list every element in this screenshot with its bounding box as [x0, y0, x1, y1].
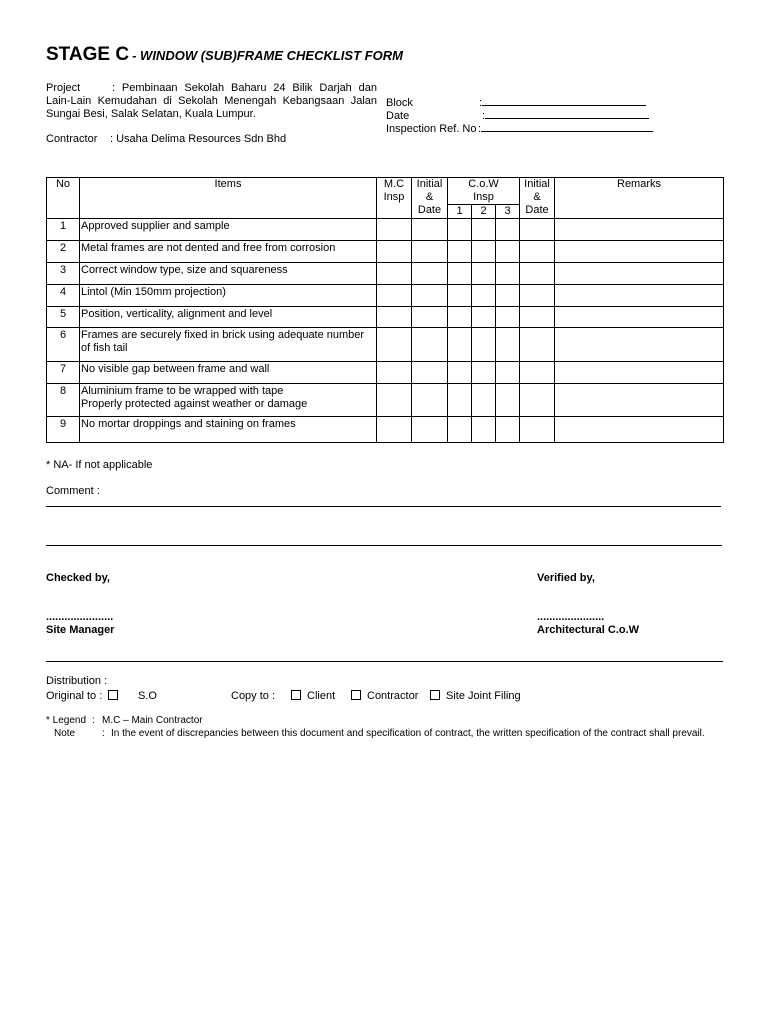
- mc-insp-cell[interactable]: [377, 417, 412, 443]
- initial-date-2-cell[interactable]: [520, 285, 555, 307]
- block-label: Block: [386, 97, 413, 109]
- cow-3-cell[interactable]: [496, 328, 520, 362]
- table-row: 5 Position, verticality, alignment and level: [47, 307, 724, 328]
- cow-2-cell[interactable]: [472, 417, 496, 443]
- mc-insp-cell[interactable]: [377, 328, 412, 362]
- cow-2-cell[interactable]: [472, 241, 496, 263]
- header-remarks: Remarks: [555, 178, 724, 219]
- mc-insp-cell[interactable]: [377, 384, 412, 417]
- cow-3-cell[interactable]: [496, 362, 520, 384]
- remarks-cell[interactable]: [555, 241, 724, 263]
- cow-3-cell[interactable]: [496, 219, 520, 241]
- client-option[interactable]: Client: [291, 690, 335, 702]
- cow-2-cell[interactable]: [472, 219, 496, 241]
- cow-3-cell[interactable]: [496, 241, 520, 263]
- cow-2-cell[interactable]: [472, 362, 496, 384]
- verified-signature-line[interactable]: ......................: [537, 611, 605, 623]
- table-row: 4 Lintol (Min 150mm projection): [47, 285, 724, 307]
- so-option[interactable]: S.O: [108, 690, 157, 702]
- initial-date-cell[interactable]: [412, 219, 448, 241]
- header-no: No: [47, 178, 80, 219]
- mc-insp-cell[interactable]: [377, 362, 412, 384]
- initial-date-cell[interactable]: [412, 285, 448, 307]
- checklist-table: [46, 177, 724, 443]
- project-label: Project: [46, 82, 81, 94]
- cow-2-cell[interactable]: [472, 384, 496, 417]
- table-row: 7 No visible gap between frame and wall: [47, 362, 724, 384]
- form-subtitle: - WINDOW (SUB)FRAME CHECKLIST FORM: [132, 48, 403, 63]
- cow-1-cell[interactable]: [448, 417, 472, 443]
- comment-line-1[interactable]: [46, 506, 721, 507]
- header-cow-2: 2: [472, 205, 496, 219]
- inspection-ref-field: Inspection Ref. No :: [386, 121, 653, 135]
- mc-insp-cell[interactable]: [377, 219, 412, 241]
- site-manager-label: Site Manager: [46, 624, 115, 636]
- contractor-field: [46, 133, 286, 145]
- header-cow-1: 1: [448, 205, 472, 219]
- cow-3-cell[interactable]: [496, 285, 520, 307]
- mc-insp-cell[interactable]: [377, 285, 412, 307]
- comment-line-2[interactable]: [46, 545, 722, 546]
- cow-3-cell[interactable]: [496, 263, 520, 285]
- stage-label: STAGE C: [46, 44, 130, 65]
- cow-1-cell[interactable]: [448, 241, 472, 263]
- initial-date-2-cell[interactable]: [520, 219, 555, 241]
- initial-date-cell[interactable]: [412, 263, 448, 285]
- cow-1-cell[interactable]: [448, 362, 472, 384]
- remarks-cell[interactable]: [555, 384, 724, 417]
- contractor-label: Contractor: [46, 133, 98, 145]
- header-initial-date-2: Initial & Date: [520, 178, 555, 219]
- cow-1-cell[interactable]: [448, 285, 472, 307]
- mc-insp-cell[interactable]: [377, 307, 412, 328]
- remarks-cell[interactable]: [555, 328, 724, 362]
- na-note: * NA- If not applicable: [46, 459, 153, 471]
- date-input[interactable]: [485, 108, 649, 119]
- cow-1-cell[interactable]: [448, 263, 472, 285]
- contractor-option[interactable]: Contractor: [351, 690, 418, 702]
- table-row: 8 Aluminium frame to be wrapped with tape Properly protected against weather or damage: [47, 384, 724, 417]
- header-mc-insp: M.C Insp: [377, 178, 412, 219]
- table-row: 6 Frames are securely fixed in brick using adequate number of fish tail: [47, 328, 724, 362]
- remarks-cell[interactable]: [555, 417, 724, 443]
- checked-signature-line[interactable]: ......................: [46, 611, 114, 623]
- initial-date-2-cell[interactable]: [520, 263, 555, 285]
- table-row: 2 Metal frames are not dented and free from corrosion: [47, 241, 724, 263]
- page-title: [46, 44, 403, 66]
- initial-date-cell[interactable]: [412, 328, 448, 362]
- original-to-label: Original to :: [46, 690, 103, 702]
- header-cow-insp: C.o.W Insp: [448, 178, 520, 205]
- initial-date-2-cell[interactable]: [520, 384, 555, 417]
- contractor-value: : Usaha Delima Resources Sdn Bhd: [110, 133, 287, 145]
- project-value: : Pembinaan Sekolah Baharu 24 Bilik Darjah dan Lain-Lain Kemudahan di Sekolah Menengah Kebangsaan Jalan Sungai Besi, Salak Selatan, Kuala Lumpur.: [46, 82, 377, 120]
- site-joint-filing-option[interactable]: Site Joint Filing: [430, 690, 521, 702]
- checkbox-icon[interactable]: [430, 690, 440, 700]
- cow-3-cell[interactable]: [496, 307, 520, 328]
- cow-3-cell[interactable]: [496, 417, 520, 443]
- initial-date-cell[interactable]: [412, 417, 448, 443]
- initial-date-2-cell[interactable]: [520, 328, 555, 362]
- checked-by-label: Checked by,: [46, 572, 110, 584]
- initial-date-2-cell[interactable]: [520, 362, 555, 384]
- initial-date-cell[interactable]: [412, 384, 448, 417]
- initial-date-2-cell[interactable]: [520, 417, 555, 443]
- cow-1-cell[interactable]: [448, 384, 472, 417]
- initial-date-cell[interactable]: [412, 362, 448, 384]
- table-row: 1 Approved supplier and sample: [47, 219, 724, 241]
- inspection-ref-input[interactable]: [481, 121, 653, 132]
- divider: [46, 661, 723, 662]
- table-row: 3 Correct window type, size and squareness: [47, 263, 724, 285]
- mc-insp-cell[interactable]: [377, 241, 412, 263]
- copy-to-label: Copy to :: [231, 690, 276, 702]
- checkbox-icon[interactable]: [351, 690, 361, 700]
- table-row: 9 No mortar droppings and staining on frames: [47, 417, 724, 443]
- block-field: Block :: [386, 95, 646, 109]
- mc-insp-cell[interactable]: [377, 263, 412, 285]
- note-line: Note : In the event of discrepancies between this document and specification of contract, the written specification of the contract shall prevail.: [54, 728, 705, 739]
- header-items: Items: [80, 178, 377, 219]
- header-initial-date: Initial & Date: [412, 178, 448, 219]
- checkbox-icon[interactable]: [108, 690, 118, 700]
- legend-line: * Legend : M.C – Main Contractor: [46, 715, 203, 726]
- cow-2-cell[interactable]: [472, 307, 496, 328]
- cow-1-cell[interactable]: [448, 307, 472, 328]
- block-input[interactable]: [482, 95, 646, 106]
- cow-1-cell[interactable]: [448, 219, 472, 241]
- cow-2-cell[interactable]: [472, 263, 496, 285]
- cow-1-cell[interactable]: [448, 328, 472, 362]
- remarks-cell[interactable]: [555, 307, 724, 328]
- comment-label: Comment :: [46, 485, 100, 497]
- remarks-cell[interactable]: [555, 285, 724, 307]
- cow-3-cell[interactable]: [496, 384, 520, 417]
- initial-date-2-cell[interactable]: [520, 307, 555, 328]
- cow-2-cell[interactable]: [472, 328, 496, 362]
- project-field: [46, 82, 377, 121]
- date-label: Date: [386, 110, 410, 122]
- initial-date-2-cell[interactable]: [520, 241, 555, 263]
- initial-date-cell[interactable]: [412, 307, 448, 328]
- distribution-label: Distribution :: [46, 675, 108, 687]
- initial-date-cell[interactable]: [412, 241, 448, 263]
- cow-2-cell[interactable]: [472, 285, 496, 307]
- architectural-cow-label: Architectural C.o.W: [537, 624, 640, 636]
- checkbox-icon[interactable]: [291, 690, 301, 700]
- header-cow-3: 3: [496, 205, 520, 219]
- verified-by-label: Verified by,: [537, 572, 595, 584]
- remarks-cell[interactable]: [555, 362, 724, 384]
- inspection-ref-label: Inspection Ref. No: [386, 123, 477, 135]
- date-field: Date :: [386, 108, 649, 122]
- remarks-cell[interactable]: [555, 219, 724, 241]
- remarks-cell[interactable]: [555, 263, 724, 285]
